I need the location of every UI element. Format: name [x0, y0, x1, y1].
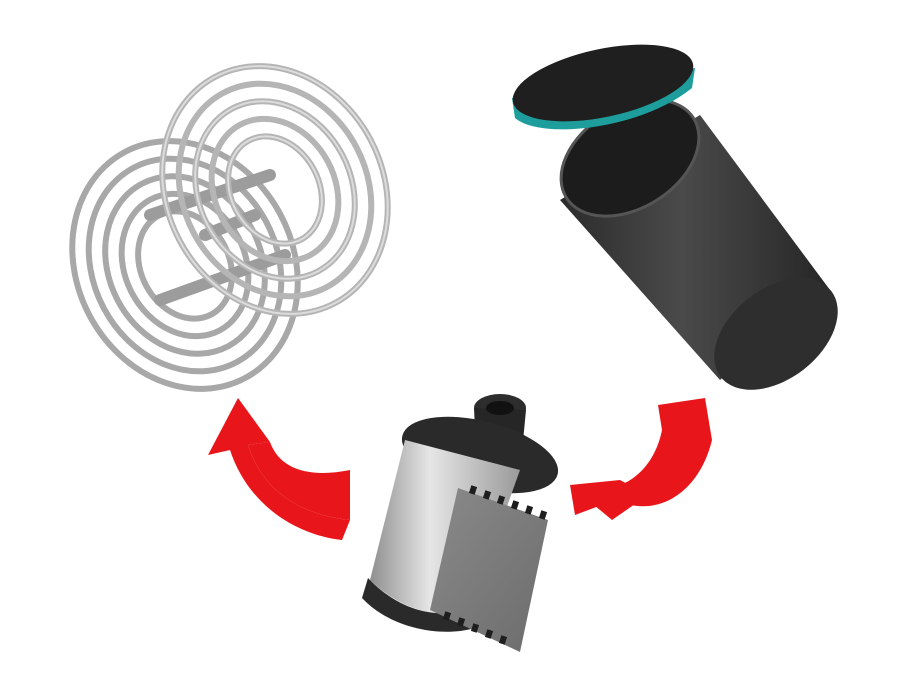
curved-arrow-icon-2 [570, 398, 712, 520]
curved-arrow-icon [208, 398, 350, 540]
spiral-reel-icon [30, 26, 431, 428]
film-canister-icon [506, 31, 859, 413]
film-cassette-icon [362, 394, 566, 652]
